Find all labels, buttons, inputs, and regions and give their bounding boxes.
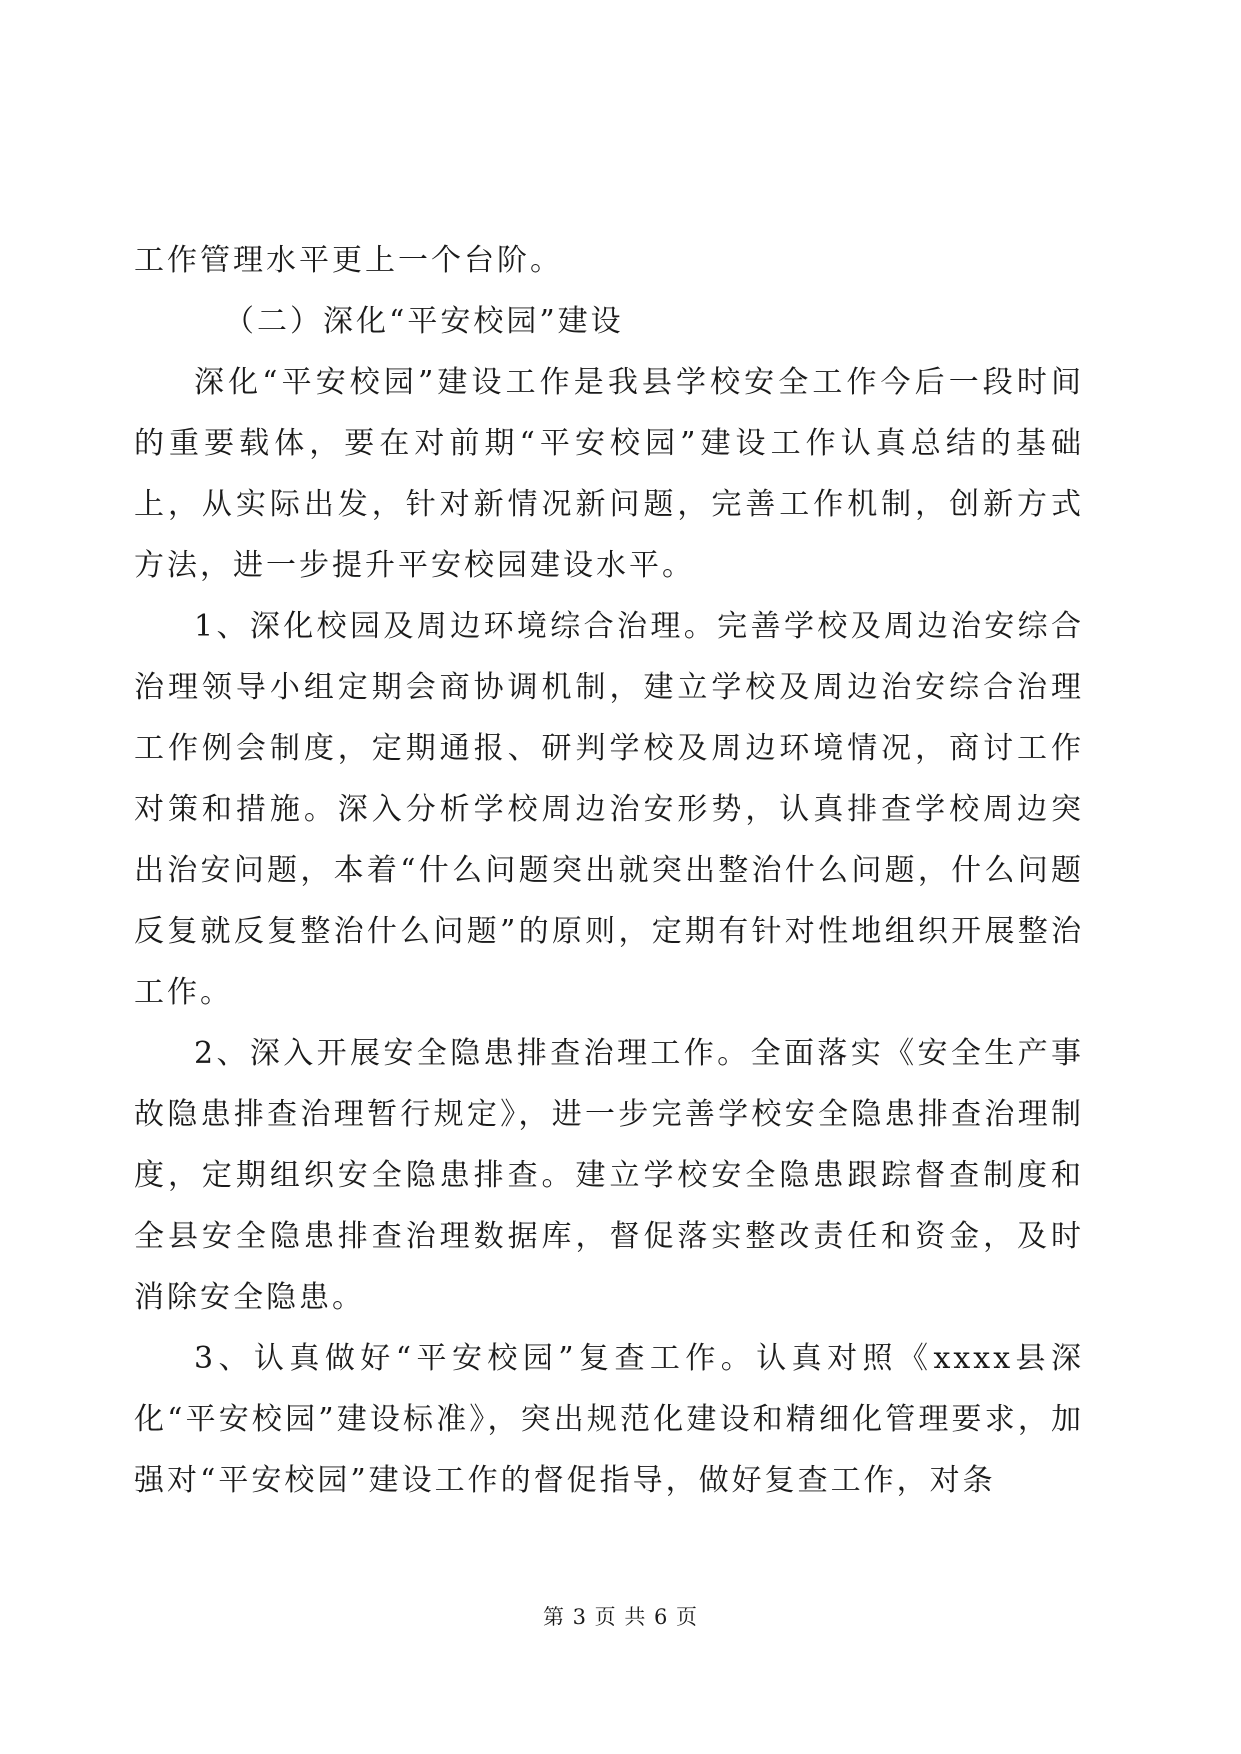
paragraph-item-1: 1、深化校园及周边环境综合治理。完善学校及周边治安综合治理领导小组定期会商协调机制，建立学校及周边治安综合治理工作例会制度，定期通报、研判学校及周边环境情况，商讨工作对策和措施。深入分析学校周边治安形势，认真排查学校周边突出治安问题，本着“什么问题突出就突出整治什么问题，什么问题反复就反复整治什么问题”的原则，定期有针对性地组织开展整治工作。 xyxy=(134,609,1084,1010)
document-body xyxy=(134,230,1084,1511)
section-heading: （二）深化“平安校园”建设 xyxy=(224,304,624,339)
paragraph-continuation: 工作管理水平更上一个台阶。 xyxy=(134,243,563,278)
page-number-footer: 第 3 页 共 6 页 xyxy=(542,1605,699,1629)
paragraph-item-2: 2、深入开展安全隐患排查治理工作。全面落实《安全生产事故隐患排查治理暂行规定》，进一步完善学校安全隐患排查治理制度，定期组织安全隐患排查。建立学校安全隐患跟踪督查制度和全县安全隐患排查治理数据库，督促落实整改责任和资金，及时消除安全隐患。 xyxy=(134,1036,1084,1315)
paragraph-intro: 深化“平安校园”建设工作是我县学校安全工作今后一段时间的重要载体，要在对前期“平安校园”建设工作认真总结的基础上，从实际出发，针对新情况新问题，完善工作机制，创新方式方法，进一步提升平安校园建设水平。 xyxy=(134,365,1084,583)
paragraph-item-3: 3、认真做好“平安校园”复查工作。认真对照《xxxx县深化“平安校园”建设标准》，突出规范化建设和精细化管理要求，加强对“平安校园”建设工作的督促指导，做好复查工作，对条 xyxy=(134,1341,1084,1498)
